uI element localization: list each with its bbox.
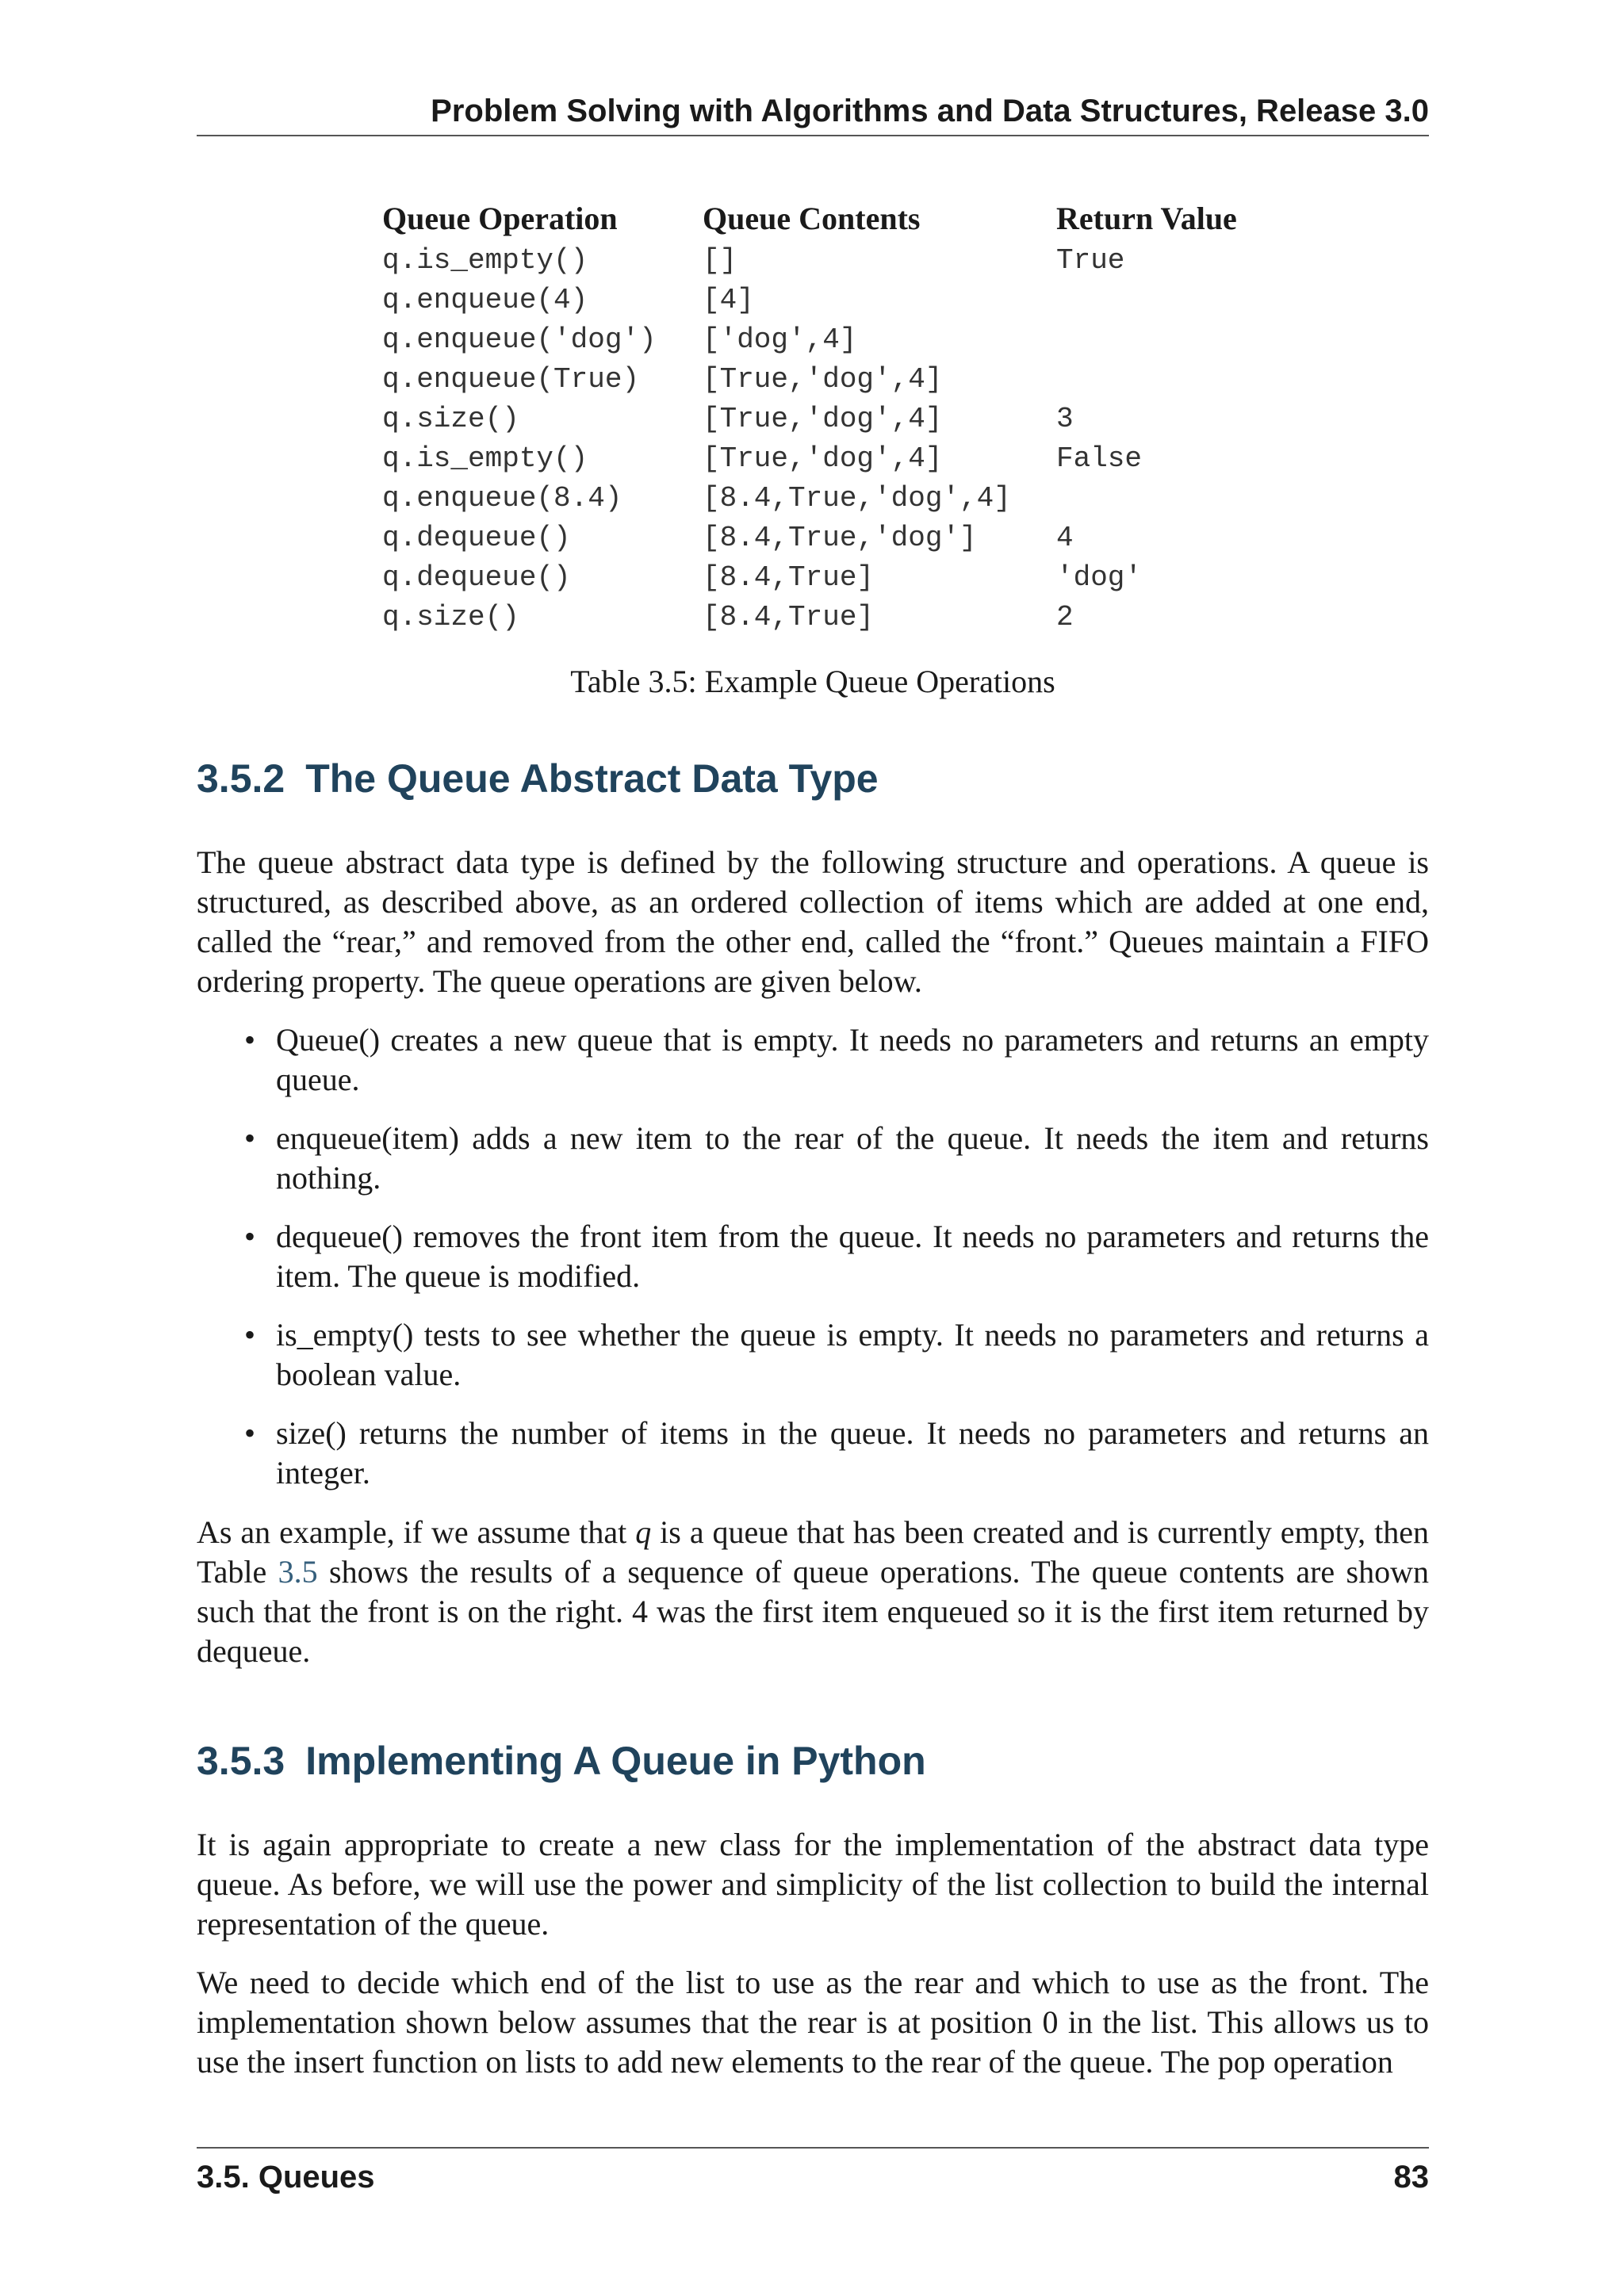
operations-list bbox=[238, 1020, 1429, 1512]
section-number: 3.5.3 bbox=[197, 1739, 285, 1783]
column-header-operation: Queue Operation bbox=[382, 201, 618, 236]
example-text bbox=[197, 1513, 1429, 1671]
table-row bbox=[382, 241, 1262, 281]
cell-return: True bbox=[1056, 244, 1125, 277]
paragraph-text: We need to decide which end of the list to use as the rear and which to use as the front. The implementation shown below assumes that the rear is at position 0 in the list. This allows us to use the insert function on lists to add new elements to the rear of the queue. The pop operation bbox=[197, 1965, 1429, 2080]
table-row bbox=[382, 281, 1262, 320]
cell-operation: q.enqueue(8.4) bbox=[382, 482, 622, 515]
cell-return: False bbox=[1056, 442, 1143, 475]
list-item bbox=[238, 1020, 1429, 1100]
list-item bbox=[238, 1315, 1429, 1395]
cell-operation: q.enqueue(True) bbox=[382, 363, 640, 396]
table-reference-link[interactable]: 3.5 bbox=[278, 1554, 318, 1590]
cell-return bbox=[1056, 281, 1262, 320]
bullet-icon: • bbox=[243, 1415, 255, 1451]
page-footer bbox=[197, 2155, 1429, 2199]
bullet-icon: • bbox=[243, 1317, 255, 1353]
cell-contents: [8.4,True] bbox=[703, 561, 875, 594]
list-item-text: size() returns the number of items in the queue. It needs no parameters and returns an integer. bbox=[276, 1415, 1429, 1490]
cell-operation: q.dequeue() bbox=[382, 561, 571, 594]
bullet-icon: • bbox=[243, 1219, 255, 1254]
cell-operation: q.dequeue() bbox=[382, 522, 571, 554]
table-row bbox=[382, 400, 1262, 439]
intro-text: The queue abstract data type is defined by the following structure and operations. A queue is structured, as described above, as an ordered collection of items which are added at one end, called the “rear,” and removed from the other end, called the “front.” Queues maintain a FIFO ordering property. The queue operations are given below. bbox=[197, 844, 1429, 999]
example-text-part: shows the results of a sequence of queue operations. The queue contents are shown such that the front is on the right. 4 was the first item enqueued so it is the first item returned by dequeue. bbox=[197, 1554, 1430, 1669]
cell-return bbox=[1056, 479, 1262, 519]
cell-return: 2 bbox=[1056, 601, 1074, 633]
table-row bbox=[382, 320, 1262, 360]
section-title: The Queue Abstract Data Type bbox=[305, 756, 879, 801]
section-title: Implementing A Queue in Python bbox=[305, 1739, 926, 1783]
intro-paragraph bbox=[197, 843, 1429, 1001]
variable-q: q bbox=[635, 1514, 652, 1550]
table-row bbox=[382, 479, 1262, 519]
cell-operation: q.enqueue('dog') bbox=[382, 323, 657, 356]
table-row bbox=[382, 558, 1262, 598]
header-rule bbox=[197, 135, 1429, 136]
list-item-text: enqueue(item) adds a new item to the rear of the queue. It needs the item and returns nothing. bbox=[276, 1120, 1429, 1196]
bullet-icon: • bbox=[243, 1022, 255, 1058]
section-number: 3.5.2 bbox=[197, 756, 285, 801]
cell-operation: q.is_empty() bbox=[382, 244, 588, 277]
cell-return: 'dog' bbox=[1056, 561, 1143, 594]
implementation-paragraph-1 bbox=[197, 1825, 1429, 1944]
cell-contents: [4] bbox=[703, 284, 754, 316]
implementation-paragraph-2 bbox=[197, 1963, 1429, 2082]
table-header-row bbox=[382, 198, 1262, 241]
footer-rule bbox=[197, 2147, 1429, 2149]
cell-contents: [True,'dog',4] bbox=[703, 442, 943, 475]
table-caption: Table 3.5: Example Queue Operations bbox=[570, 664, 1055, 699]
table-row bbox=[382, 439, 1262, 479]
cell-contents: [] bbox=[703, 244, 737, 277]
list-item-text: is_empty() tests to see whether the queue is empty. It needs no parameters and returns a boolean value. bbox=[276, 1317, 1429, 1392]
column-header-contents: Queue Contents bbox=[703, 201, 921, 236]
example-text-part: is a queue that has been created and is currently empty, then Table bbox=[197, 1514, 1429, 1590]
cell-contents: [8.4,True] bbox=[703, 601, 875, 633]
cell-operation: q.size() bbox=[382, 403, 519, 435]
list-item bbox=[238, 1217, 1429, 1296]
cell-operation: q.size() bbox=[382, 601, 519, 633]
bullet-icon: • bbox=[243, 1120, 255, 1156]
section-heading-3-5-3 bbox=[197, 1735, 926, 1786]
cell-contents: [True,'dog',4] bbox=[703, 363, 943, 396]
running-header: Problem Solving with Algorithms and Data Structures, Release 3.0 bbox=[431, 94, 1429, 128]
list-item-text: dequeue() removes the front item from the queue. It needs no parameters and returns the item. The queue is modified. bbox=[276, 1219, 1429, 1294]
page-number: 83 bbox=[1393, 2160, 1429, 2195]
cell-contents: [8.4,True,'dog'] bbox=[703, 522, 977, 554]
cell-return: 4 bbox=[1056, 522, 1074, 554]
cell-return bbox=[1056, 360, 1262, 400]
section-heading-3-5-2 bbox=[197, 753, 879, 804]
example-paragraph bbox=[197, 1513, 1429, 1671]
list-item-text: Queue() creates a new queue that is empty. It needs no parameters and returns an empty queue. bbox=[276, 1022, 1429, 1097]
example-text-part: As an example, if we assume that bbox=[197, 1514, 636, 1550]
cell-contents: [8.4,True,'dog',4] bbox=[703, 482, 1011, 515]
queue-operations-table bbox=[382, 198, 1262, 637]
cell-contents: ['dog',4] bbox=[703, 323, 857, 356]
cell-return bbox=[1056, 320, 1262, 360]
list-item bbox=[238, 1414, 1429, 1493]
table-row bbox=[382, 360, 1262, 400]
list-item bbox=[238, 1119, 1429, 1198]
cell-operation: q.enqueue(4) bbox=[382, 284, 588, 316]
cell-return: 3 bbox=[1056, 403, 1074, 435]
cell-operation: q.is_empty() bbox=[382, 442, 588, 475]
table-row bbox=[382, 598, 1262, 637]
table-row bbox=[382, 519, 1262, 558]
footer-section: 3.5. Queues bbox=[197, 2160, 375, 2195]
paragraph-text: It is again appropriate to create a new class for the implementation of the abstract data type queue. As before, we will use the power and simplicity of the list collection to build the internal representation of the queue. bbox=[197, 1827, 1429, 1942]
column-header-return: Return Value bbox=[1056, 201, 1237, 236]
cell-contents: [True,'dog',4] bbox=[703, 403, 943, 435]
